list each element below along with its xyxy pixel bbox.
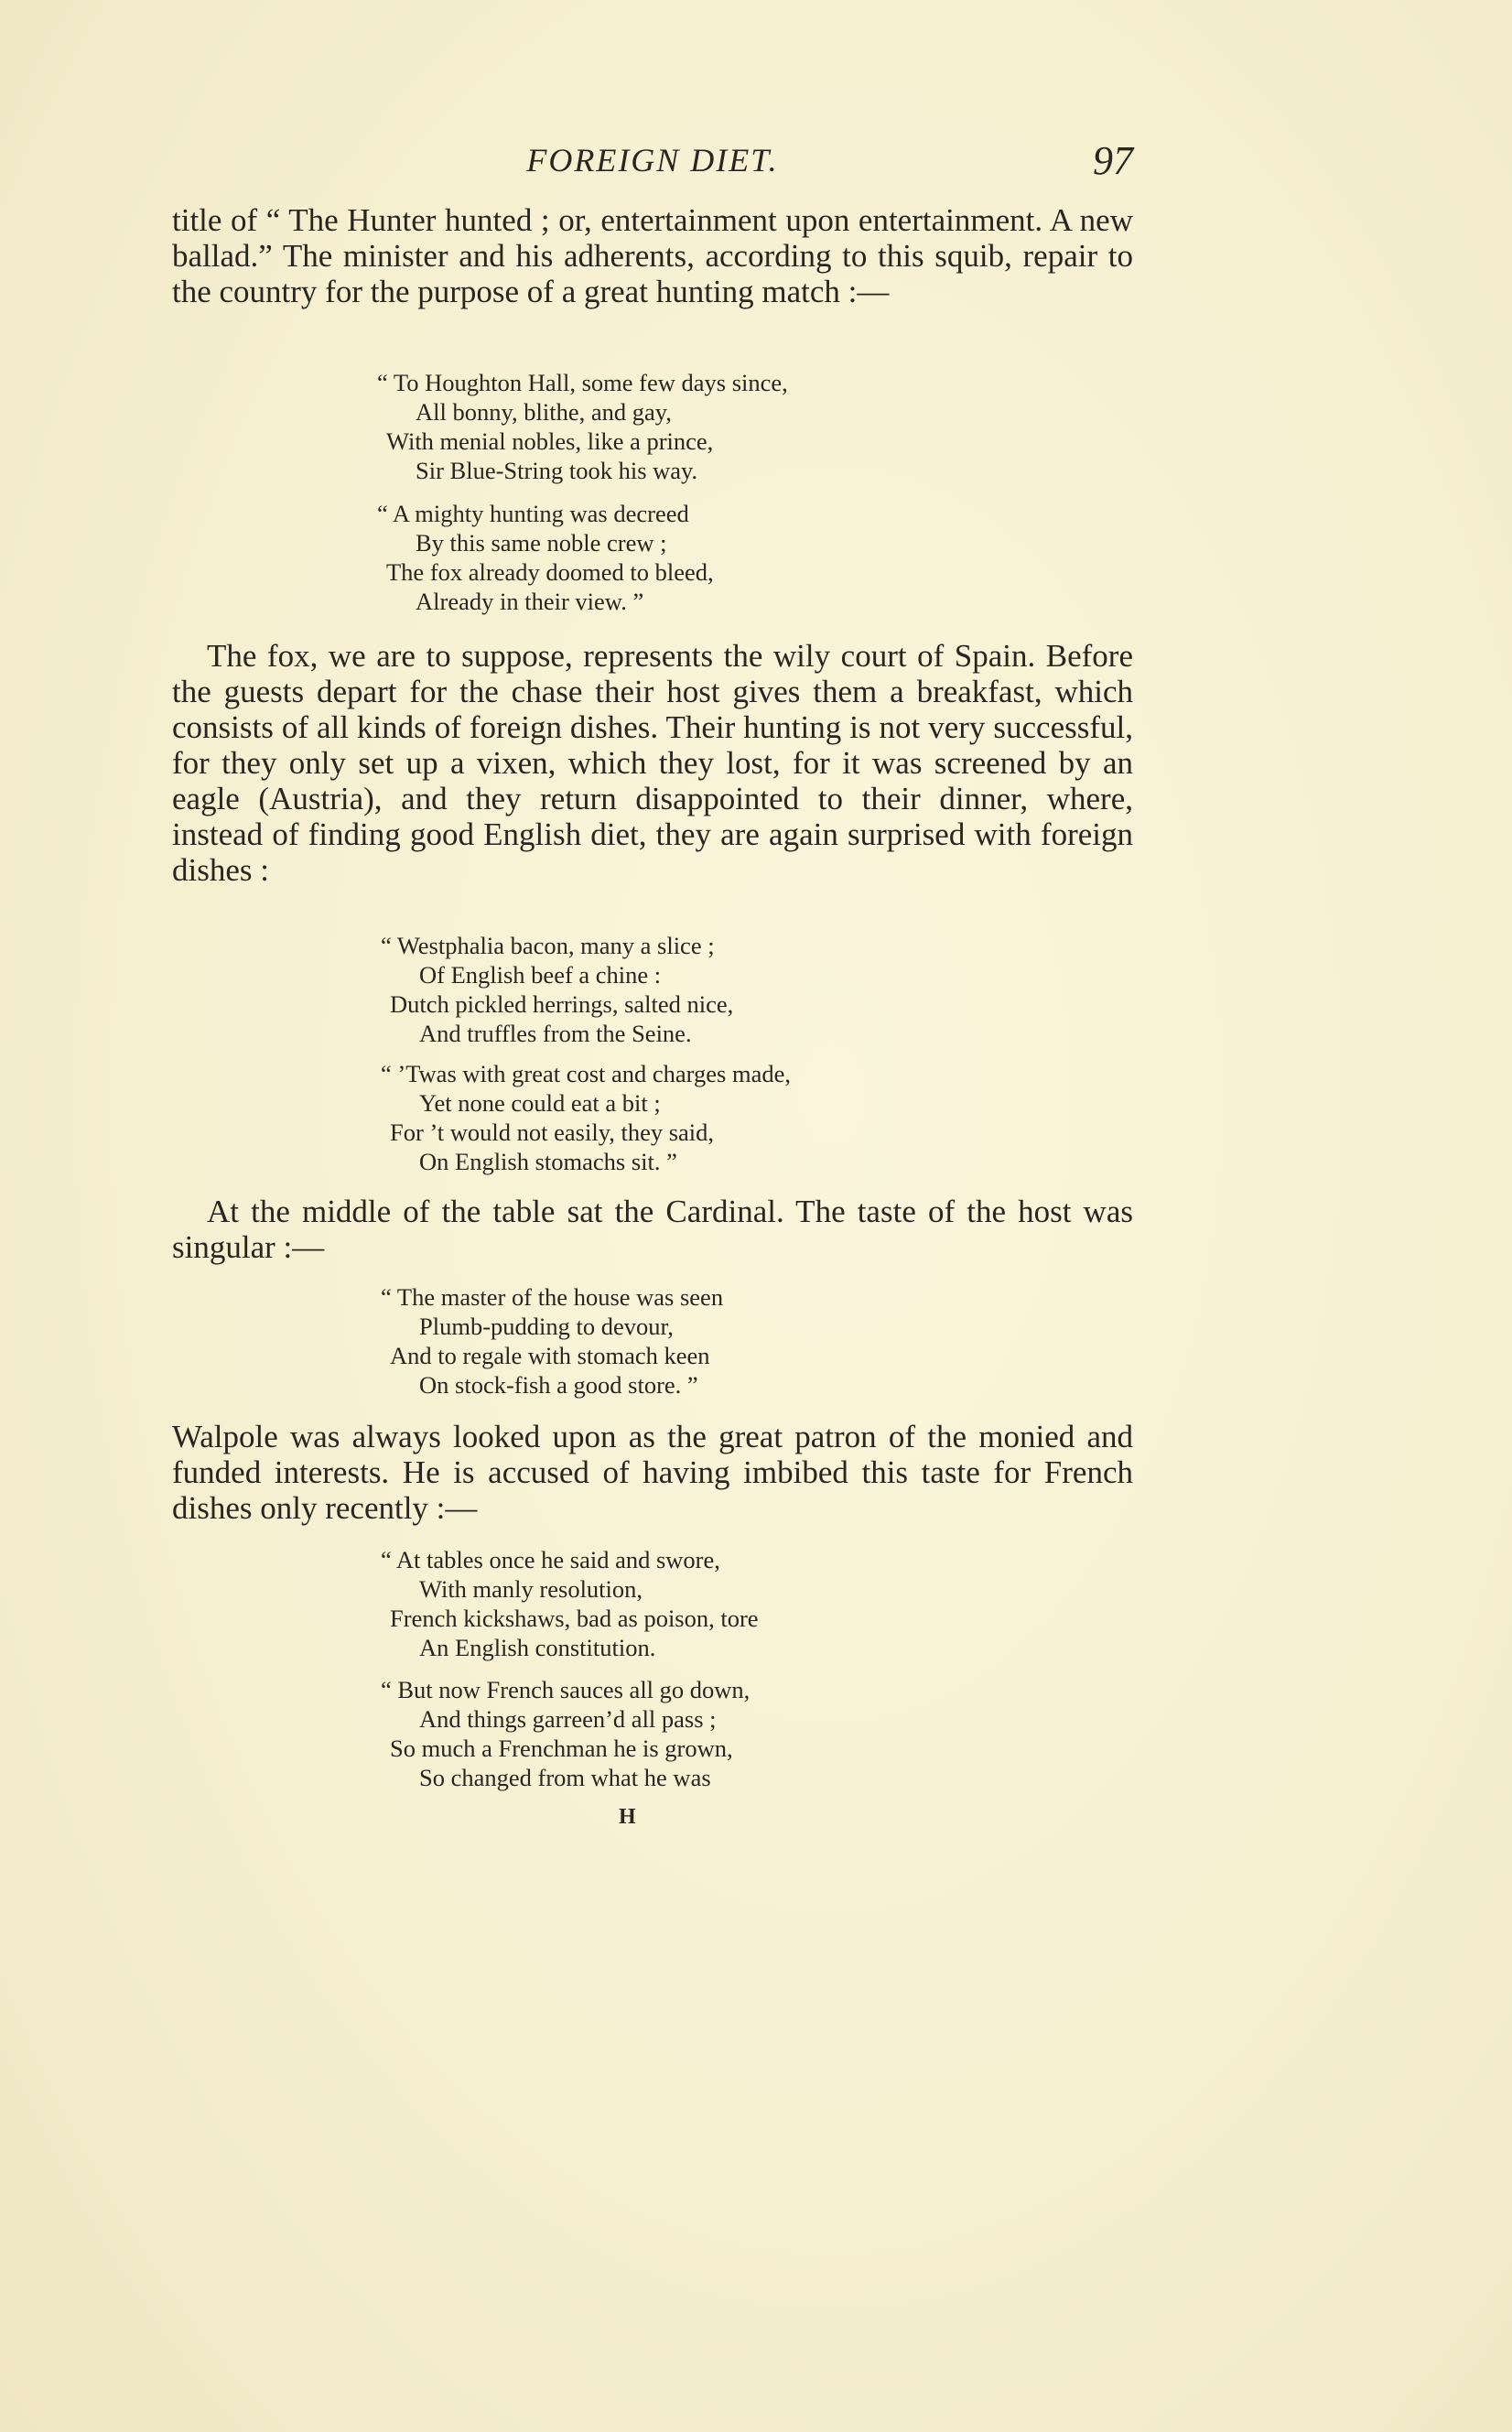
stanza-line: An English constitution.: [419, 1634, 656, 1661]
stanza-7: [381, 1675, 750, 1792]
stanza-line: So changed from what he was: [419, 1764, 711, 1791]
stanza-line: “ But now French sauces all go down,: [381, 1676, 751, 1703]
stanza-line: “ The master of the house was seen: [381, 1283, 724, 1311]
paragraph-1: title of “ The Hunter hunted ; or, entertainment upon entertainment. A new ballad.” The minister and his adherents, according to this squib, repair to the country for the purpose of a great hunting match :—: [172, 202, 1133, 309]
paragraph-3: At the middle of the table sat the Cardinal. The taste of the host was singular :—: [172, 1194, 1133, 1265]
stanza-line: For ’t would not easily, they said,: [390, 1119, 715, 1146]
running-title: FOREIGN DIET.: [526, 142, 779, 178]
paragraph-2: The fox, we are to suppose, represents the wily court of Spain. Before the guests depart for the chase their host gives them a breakfast, which consists of all kinds of foreign dishes. Their hunting is not very successful, for they only set up a vixen, which they lost, for it was screened by an eagle (Austria), and they return disappointed to their dinner, where, instead of finding good English diet, they are again surprised with foreign dishes :: [172, 638, 1133, 888]
stanza-line: With manly resolution,: [419, 1575, 643, 1603]
stanza-line: Of English beef a chine :: [419, 961, 662, 989]
paragraph-4: Walpole was always looked upon as the great patron of the monied and funded interests. He is accused of having imbibed this taste for French dishes only recently :—: [172, 1419, 1133, 1526]
stanza-line: French kickshaws, bad as poison, tore: [390, 1605, 759, 1632]
stanza-line: Plumb-pudding to devour,: [419, 1313, 674, 1340]
stanza-line: With menial nobles, like a prince,: [386, 427, 714, 455]
stanza-line: Sir Blue-String took his way.: [416, 457, 698, 484]
stanza-3: [381, 931, 733, 1048]
stanza-1: [377, 368, 788, 485]
page-number: 97: [1093, 138, 1133, 183]
page-header: [172, 137, 1133, 192]
stanza-line: Yet none could eat a bit ;: [419, 1089, 661, 1117]
stanza-2: [377, 499, 714, 616]
stanza-line: The fox already doomed to bleed,: [386, 558, 714, 586]
stanza-line: “ To Houghton Hall, some few days since,: [377, 369, 788, 396]
stanza-line: All bonny, blithe, and gay,: [416, 398, 672, 426]
stanza-line: And to regale with stomach keen: [390, 1342, 710, 1369]
stanza-line: “ ’Twas with great cost and charges made,: [381, 1060, 791, 1087]
stanza-4: [381, 1059, 791, 1176]
stanza-line: Already in their view. ”: [416, 588, 644, 615]
stanza-line: So much a Frenchman he is grown,: [390, 1735, 733, 1762]
stanza-line: “ At tables once he said and swore,: [381, 1546, 720, 1573]
stanza-line: “ A mighty hunting was decreed: [377, 500, 689, 527]
stanza-6: [381, 1545, 759, 1662]
stanza-line: By this same noble crew ;: [416, 529, 667, 557]
stanza-line: Dutch pickled herrings, salted nice,: [390, 990, 734, 1018]
signature-mark: H: [619, 1805, 636, 1829]
stanza-line: And things garreen’d all pass ;: [419, 1705, 717, 1733]
stanza-line: And truffles from the Seine.: [419, 1020, 692, 1047]
stanza-line: On stock-fish a good store. ”: [419, 1371, 698, 1399]
stanza-line: On English stomachs sit. ”: [419, 1148, 677, 1175]
stanza-line: “ Westphalia bacon, many a slice ;: [381, 932, 715, 959]
stanza-5: [381, 1282, 723, 1400]
